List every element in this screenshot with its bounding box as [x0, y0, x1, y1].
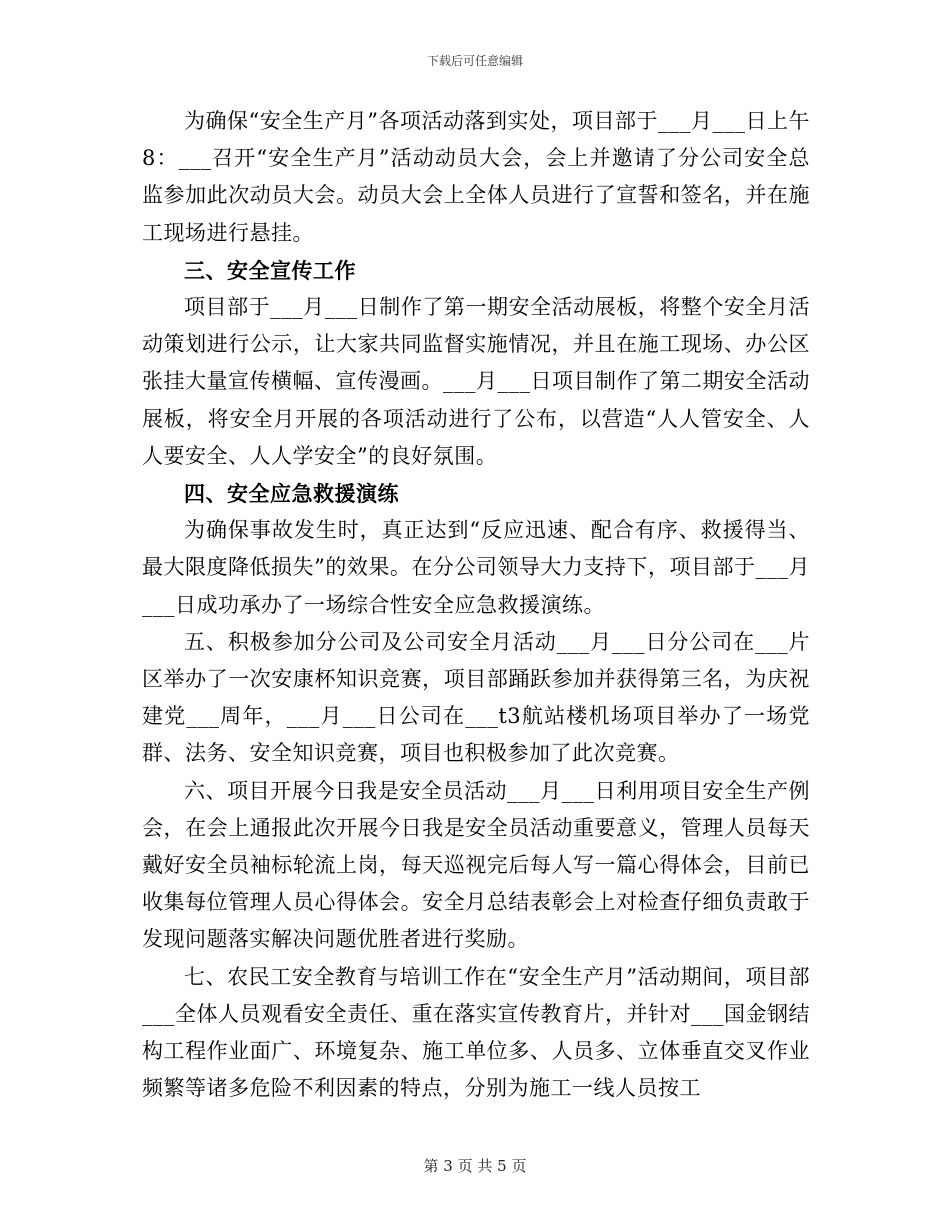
- section-heading-emergency-drill: 四、安全应急救援演练: [184, 481, 399, 507]
- section-heading-publicity: 三、安全宣传工作: [184, 257, 356, 283]
- paragraph-emergency-drill: 为确保事故发生时，真正达到“反应迅速、配合有序、救援得当、最大限度降低损失”的效果。在分公司领导大力支持下，项目部于___月___日成功承办了一场综合性安全应急救援演练。: [142, 518, 810, 617]
- paragraph-worker-training: 七、农民工安全教育与培训工作在“安全生产月”活动期间，项目部___全体人员观看安全责任、重在落实宣传教育片，并针对___国金钢结构工程作业面广、环境复杂、施工单位多、人员多、立体垂直交叉作业频繁等诸多危险不利因素的特点，分别为施工一线人员按工: [142, 964, 810, 1101]
- page-number-footer: 第 3 页 共 5 页: [423, 1157, 527, 1175]
- document-body: [142, 103, 810, 1107]
- paragraph-publicity: 项目部于___月___日制作了第一期安全活动展板，将整个安全月活动策划进行公示，让大家共同监督实施情况，并且在施工现场、办公区张挂大量宣传横幅、宣传漫画。___月___日项目制作了第二期安全活动展板，将安全月开展的各项活动进行了公布，以营造“人人管安全、人人要安全、人人学安全”的良好氛围。: [142, 295, 810, 468]
- paragraph-mobilization-meeting: 为确保“安全生产月”各项活动落到实处，项目部于___月___日上午8：___召开“安全生产月”活动动员大会，会上并邀请了分公司安全总监参加此次动员大会。动员大会上全体人员进行了宣誓和签名，并在施工现场进行悬挂。: [142, 109, 810, 245]
- paragraph-company-activities: 五、积极参加分公司及公司安全月活动___月___日分公司在___片区举办了一次安康杯知识竞赛，项目部踊跃参加并获得第三名，为庆祝建党___周年，___月___日公司在___t3航站楼机场项目举办了一场党群、法务、安全知识竞赛，项目也积极参加了此次竞赛。: [142, 629, 810, 766]
- paragraph-safety-officer-activity: 六、项目开展今日我是安全员活动___月___日利用项目安全生产例会，在会上通报此次开展今日我是安全员活动重要意义，管理人员每天戴好安全员袖标轮流上岗，每天巡视完后每人写一篇心得体会，目前已收集每位管理人员心得体会。安全月总结表彰会上对检查仔细负责敢于发现问题落实解决问题优胜者进行奖励。: [142, 778, 810, 952]
- page-header: 下载后可任意编辑: [426, 54, 523, 68]
